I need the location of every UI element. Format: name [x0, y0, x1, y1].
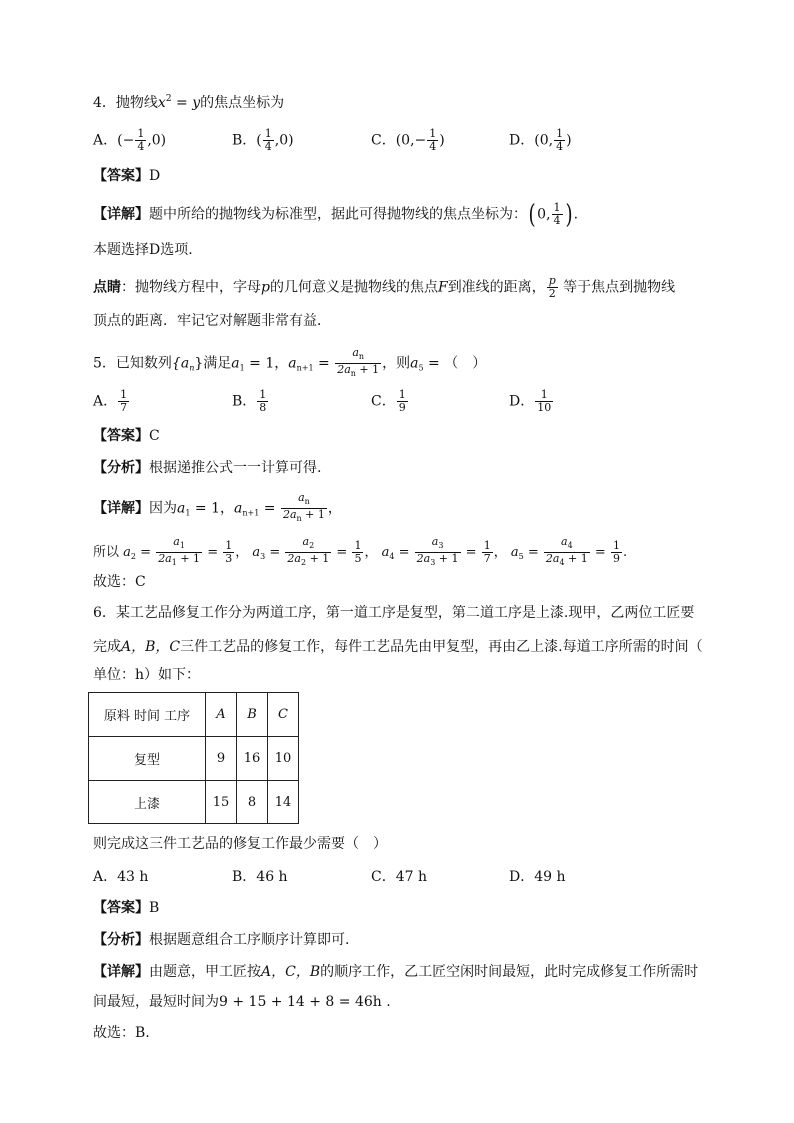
q5-detail	[93, 492, 342, 525]
q4-stem	[93, 89, 284, 113]
numerator: 1	[354, 539, 362, 552]
q5-stem-text: ，则	[382, 355, 411, 372]
answer-tag: 【答案】	[93, 900, 149, 916]
plus-one: + 1	[306, 552, 330, 565]
q5-answer	[93, 426, 160, 446]
table-cell: 14	[268, 781, 299, 824]
equals: = 1，	[244, 355, 289, 372]
fraction	[547, 275, 558, 300]
q5-option-d	[509, 389, 554, 414]
brace: }	[194, 355, 204, 372]
q5-option-b	[232, 389, 269, 414]
q6-detail-line2: 间最短，最短时间为9 + 15 + 14 + 8 = 46h .	[93, 994, 391, 1010]
denominator: 5	[354, 552, 362, 565]
denominator-tail: + 1	[355, 363, 380, 376]
q6-text: 三件工艺品的修复工作，每件工艺品先由甲复型，再由乙上漆.每道工序所需的时间（	[180, 639, 703, 655]
q6-answer	[93, 898, 159, 918]
table-row	[89, 781, 299, 824]
denominator: 2a	[337, 363, 351, 376]
table-cell: 8	[237, 781, 268, 824]
detail-text: 因为	[149, 500, 177, 517]
numerator: a	[561, 535, 568, 548]
subscript: 4	[559, 558, 565, 567]
subscript: n	[350, 369, 356, 378]
step-1: $a_2$ = $\frac{a_1}{2a_1 + 1}$ = $\frac{1}{3}$ ，	[123, 535, 249, 567]
separator: ，	[364, 545, 378, 560]
equals: =	[259, 500, 280, 517]
subscript: 4	[567, 541, 573, 550]
option-label: A．	[93, 393, 118, 410]
var-a: a	[510, 545, 519, 560]
numerator: a	[431, 535, 439, 548]
table-cell: 16	[237, 737, 268, 781]
q6-option-d	[509, 867, 566, 887]
denominator: 2	[548, 287, 556, 300]
q4-answer	[93, 166, 160, 186]
left-paren: (	[528, 199, 536, 230]
option-text: 47 h	[395, 869, 427, 885]
q4-option-d	[509, 128, 572, 153]
separator: ，	[493, 545, 507, 560]
table-header-c: C	[268, 693, 299, 737]
q5-conclusion: 故选：C	[93, 574, 146, 590]
q5-option-c	[371, 389, 409, 414]
numerator: 1	[120, 388, 128, 401]
option-label: A．	[93, 869, 118, 885]
numerator: 1	[553, 201, 561, 214]
period: .	[573, 206, 579, 223]
q6-detail	[93, 962, 698, 982]
numerator: 1	[264, 127, 272, 140]
numerator: a	[302, 535, 310, 548]
denominator: 9	[398, 401, 406, 414]
numerator: 1	[137, 127, 145, 140]
step-3: $a_4$ = $\frac{a_3}{2a_3 + 1}$ = $\frac{1}{7}$ ，	[381, 535, 507, 567]
option-label: C．	[371, 869, 396, 885]
q4-note	[93, 275, 675, 300]
option-text: 43 h	[117, 869, 149, 885]
subscript: 1	[171, 558, 177, 567]
detail-text: 由题意，甲工匠按	[149, 964, 261, 980]
q6-items: A，B，C	[121, 639, 181, 655]
numerator: 1	[483, 539, 491, 552]
denominator: 9	[612, 552, 620, 565]
denominator: 7	[120, 401, 128, 414]
note-text: 的几何意义是抛物线的焦点	[269, 279, 438, 296]
numerator: 1	[225, 539, 233, 552]
q5-stem-text: 满足	[203, 355, 232, 372]
var-x: x	[157, 95, 166, 111]
q5-stem-text: 5．已知数列	[93, 355, 172, 372]
answer-value: B	[149, 900, 160, 916]
q6-stem-line2	[93, 637, 703, 657]
table-corner-header: 原料 时间 工序	[89, 693, 206, 737]
option-pre: (0,	[534, 132, 554, 149]
numerator: 1	[398, 388, 406, 401]
subscript: 2	[300, 558, 307, 567]
denominator: 4	[137, 140, 145, 153]
fraction	[397, 389, 408, 414]
q6-stem-line3: 单位：h）如下：	[93, 667, 201, 683]
table-row	[89, 737, 299, 781]
analysis-text: 根据题意组合工序顺序计算即可.	[149, 932, 350, 948]
separator: .	[622, 545, 628, 560]
subscript: n	[304, 497, 310, 506]
option-post: ,0)	[274, 132, 294, 149]
q4-option-c	[371, 128, 445, 153]
denominator-tail: + 1	[301, 508, 325, 521]
option-label: B．	[232, 393, 257, 410]
analysis-tag: 【分析】	[93, 460, 149, 476]
fraction	[281, 492, 327, 525]
subscript: 1	[179, 541, 185, 550]
fraction	[554, 128, 565, 153]
answer-value: D	[149, 168, 161, 184]
denominator: 4	[264, 140, 272, 153]
q5-option-a	[93, 389, 130, 414]
subscript: 1	[185, 508, 191, 518]
plus-one: + 1	[176, 552, 201, 565]
detail-text: 题中所给的抛物线为标准型，据此可得抛物线的焦点坐标为：	[149, 206, 527, 223]
detail-text: 的顺序工作，乙工匠空闲时间最短，此时完成修复工作所需时	[320, 964, 699, 980]
answer-value: C	[149, 428, 160, 444]
subscript: 3	[430, 558, 436, 567]
q6-stem-line1: 6．某工艺品修复工作分为两道工序，第一道工序是复型，第二道工序是上漆.现甲，乙两位工匠要	[93, 605, 695, 621]
var-p: p	[261, 279, 270, 296]
denominator: 4	[556, 140, 564, 153]
var-f: F	[437, 279, 448, 296]
note-text: 到准线的距离，	[447, 279, 546, 296]
detail-tag: 【详解】	[93, 964, 149, 980]
table-cell: 10	[268, 737, 299, 781]
option-label: C．	[371, 393, 396, 410]
q5-stem	[93, 347, 486, 380]
note-text: ：抛物线方程中，字母	[121, 279, 261, 296]
equals: = 1，	[190, 500, 234, 517]
option-post: )	[439, 132, 445, 149]
var-a: a	[252, 545, 261, 560]
q6-option-b	[232, 867, 288, 887]
sequence: {a	[171, 355, 190, 372]
subscript: 5	[418, 363, 424, 373]
step-4: $a_5$ = $\frac{a_4}{2a_4 + 1}$ = $\frac{1}{9}$ .	[510, 535, 628, 567]
subscript: 4	[389, 552, 395, 561]
table-header-b: B	[237, 693, 268, 737]
table-header-a: A	[206, 693, 237, 737]
note-text: 等于焦点到抛物线	[558, 279, 676, 296]
var-a: a	[381, 545, 390, 560]
fraction	[427, 128, 438, 153]
numerator: 1	[612, 539, 620, 552]
var-a: a	[410, 355, 419, 372]
denominator: 2a	[282, 508, 297, 521]
plus-one: + 1	[564, 552, 588, 565]
table-row-label: 上漆	[89, 781, 206, 824]
q4-option-a	[93, 128, 166, 153]
q4-detail	[93, 199, 579, 230]
var-a: a	[123, 545, 131, 560]
q4-note-line2: 顶点的距离．牢记它对解题非常有益．	[93, 313, 331, 329]
exponent: 2	[165, 94, 172, 104]
option-label: A．	[93, 132, 118, 149]
option-label: D．	[509, 869, 535, 885]
option-pre: (	[256, 132, 262, 149]
q6-option-a	[93, 867, 148, 887]
q6-conclusion: 故选：B.	[93, 1025, 150, 1041]
var-y: y	[192, 95, 201, 111]
q4-choose: 本题选择D选项.	[93, 242, 193, 258]
answer-tag: 【答案】	[93, 428, 149, 444]
q4-option-b	[232, 128, 294, 153]
table-cell: 15	[206, 781, 237, 824]
numerator: 1	[535, 389, 553, 402]
q6-option-c	[371, 867, 427, 887]
option-pre: (−	[117, 132, 135, 149]
var-a: a	[231, 355, 240, 372]
coord-pre: 0,	[537, 206, 551, 223]
subscript: n	[358, 352, 365, 361]
process-time-table	[88, 692, 299, 824]
q5-stem-tail: = （ ）	[423, 355, 487, 372]
subscript: 3	[438, 541, 444, 550]
answer-tag: 【答案】	[93, 168, 149, 184]
subscript: n+1	[242, 508, 260, 518]
detail-tag: 【详解】	[93, 500, 149, 517]
option-text: 49 h	[534, 869, 566, 885]
option-post: )	[566, 132, 572, 149]
note-tag: 点睛	[93, 279, 121, 296]
numerator: a	[352, 346, 359, 359]
denominator: 2a	[158, 552, 172, 565]
denominator: 4	[429, 140, 437, 153]
equals: =	[313, 355, 335, 372]
var-a: a	[177, 500, 186, 517]
analysis-text: 根据递推公式一一计算可得.	[149, 460, 322, 476]
numerator: p	[548, 274, 556, 287]
denominator: 2a	[416, 552, 431, 565]
denominator: 8	[259, 401, 267, 414]
step-2: $a_3$ = $\frac{a_2}{2a_2 + 1}$ = $\frac{1}{5}$ ，	[252, 535, 378, 567]
option-pre: (0,−	[395, 132, 427, 149]
q6-analysis	[93, 930, 349, 950]
option-label: D．	[509, 132, 535, 149]
option-text: 46 h	[256, 869, 288, 885]
fraction	[257, 389, 268, 414]
subscript: 2	[130, 552, 137, 561]
denominator: 3	[225, 552, 233, 565]
option-post: ,0)	[147, 132, 167, 149]
numerator: 1	[429, 127, 437, 140]
denominator: 7	[483, 552, 491, 565]
numerator: 1	[556, 127, 564, 140]
option-label: B．	[232, 132, 257, 149]
equals: =	[171, 95, 193, 111]
table-row-label: 复型	[89, 737, 206, 781]
q6-question: 则完成这三件工艺品的修复工作最少需要（ ）	[93, 836, 387, 852]
q5-steps	[93, 536, 627, 569]
q4-stem-tail: 的焦点坐标为	[200, 95, 285, 111]
var-a: a	[234, 500, 243, 517]
so-text: 所以	[93, 545, 120, 560]
fraction	[535, 389, 553, 414]
q5-analysis	[93, 458, 321, 478]
q4-stem-text: 4．抛物线	[93, 95, 158, 111]
detail-tag: 【详解】	[93, 206, 149, 223]
fraction	[552, 202, 563, 227]
numerator: a	[298, 491, 305, 504]
table-header-row	[89, 693, 299, 737]
subscript: n	[189, 363, 195, 373]
numerator: a	[173, 535, 180, 548]
option-label: D．	[509, 393, 535, 410]
option-label: C．	[371, 132, 396, 149]
denominator: 2a	[287, 552, 301, 565]
numerator: 1	[259, 388, 267, 401]
var-a: a	[288, 355, 297, 372]
right-paren: )	[565, 199, 573, 230]
fraction	[118, 389, 129, 414]
option-label: B．	[232, 869, 257, 885]
fraction	[335, 347, 381, 380]
table-cell: 9	[206, 737, 237, 781]
detail-items: A，C，B	[261, 964, 321, 980]
denominator: 10	[537, 401, 552, 414]
separator: ，	[235, 545, 249, 560]
denominator: 4	[553, 214, 561, 227]
subscript: 5	[518, 552, 524, 561]
comma: ，	[327, 500, 342, 517]
subscript: 3	[260, 552, 266, 561]
analysis-tag: 【分析】	[93, 932, 149, 948]
subscript: n	[296, 514, 302, 523]
subscript: n+1	[296, 363, 314, 373]
q6-text: 完成	[93, 639, 121, 655]
subscript: 2	[309, 541, 315, 550]
subscript: 1	[239, 363, 245, 373]
fraction	[135, 128, 146, 153]
fraction	[263, 128, 274, 153]
denominator: 2a	[545, 552, 560, 565]
plus-one: + 1	[435, 552, 459, 565]
